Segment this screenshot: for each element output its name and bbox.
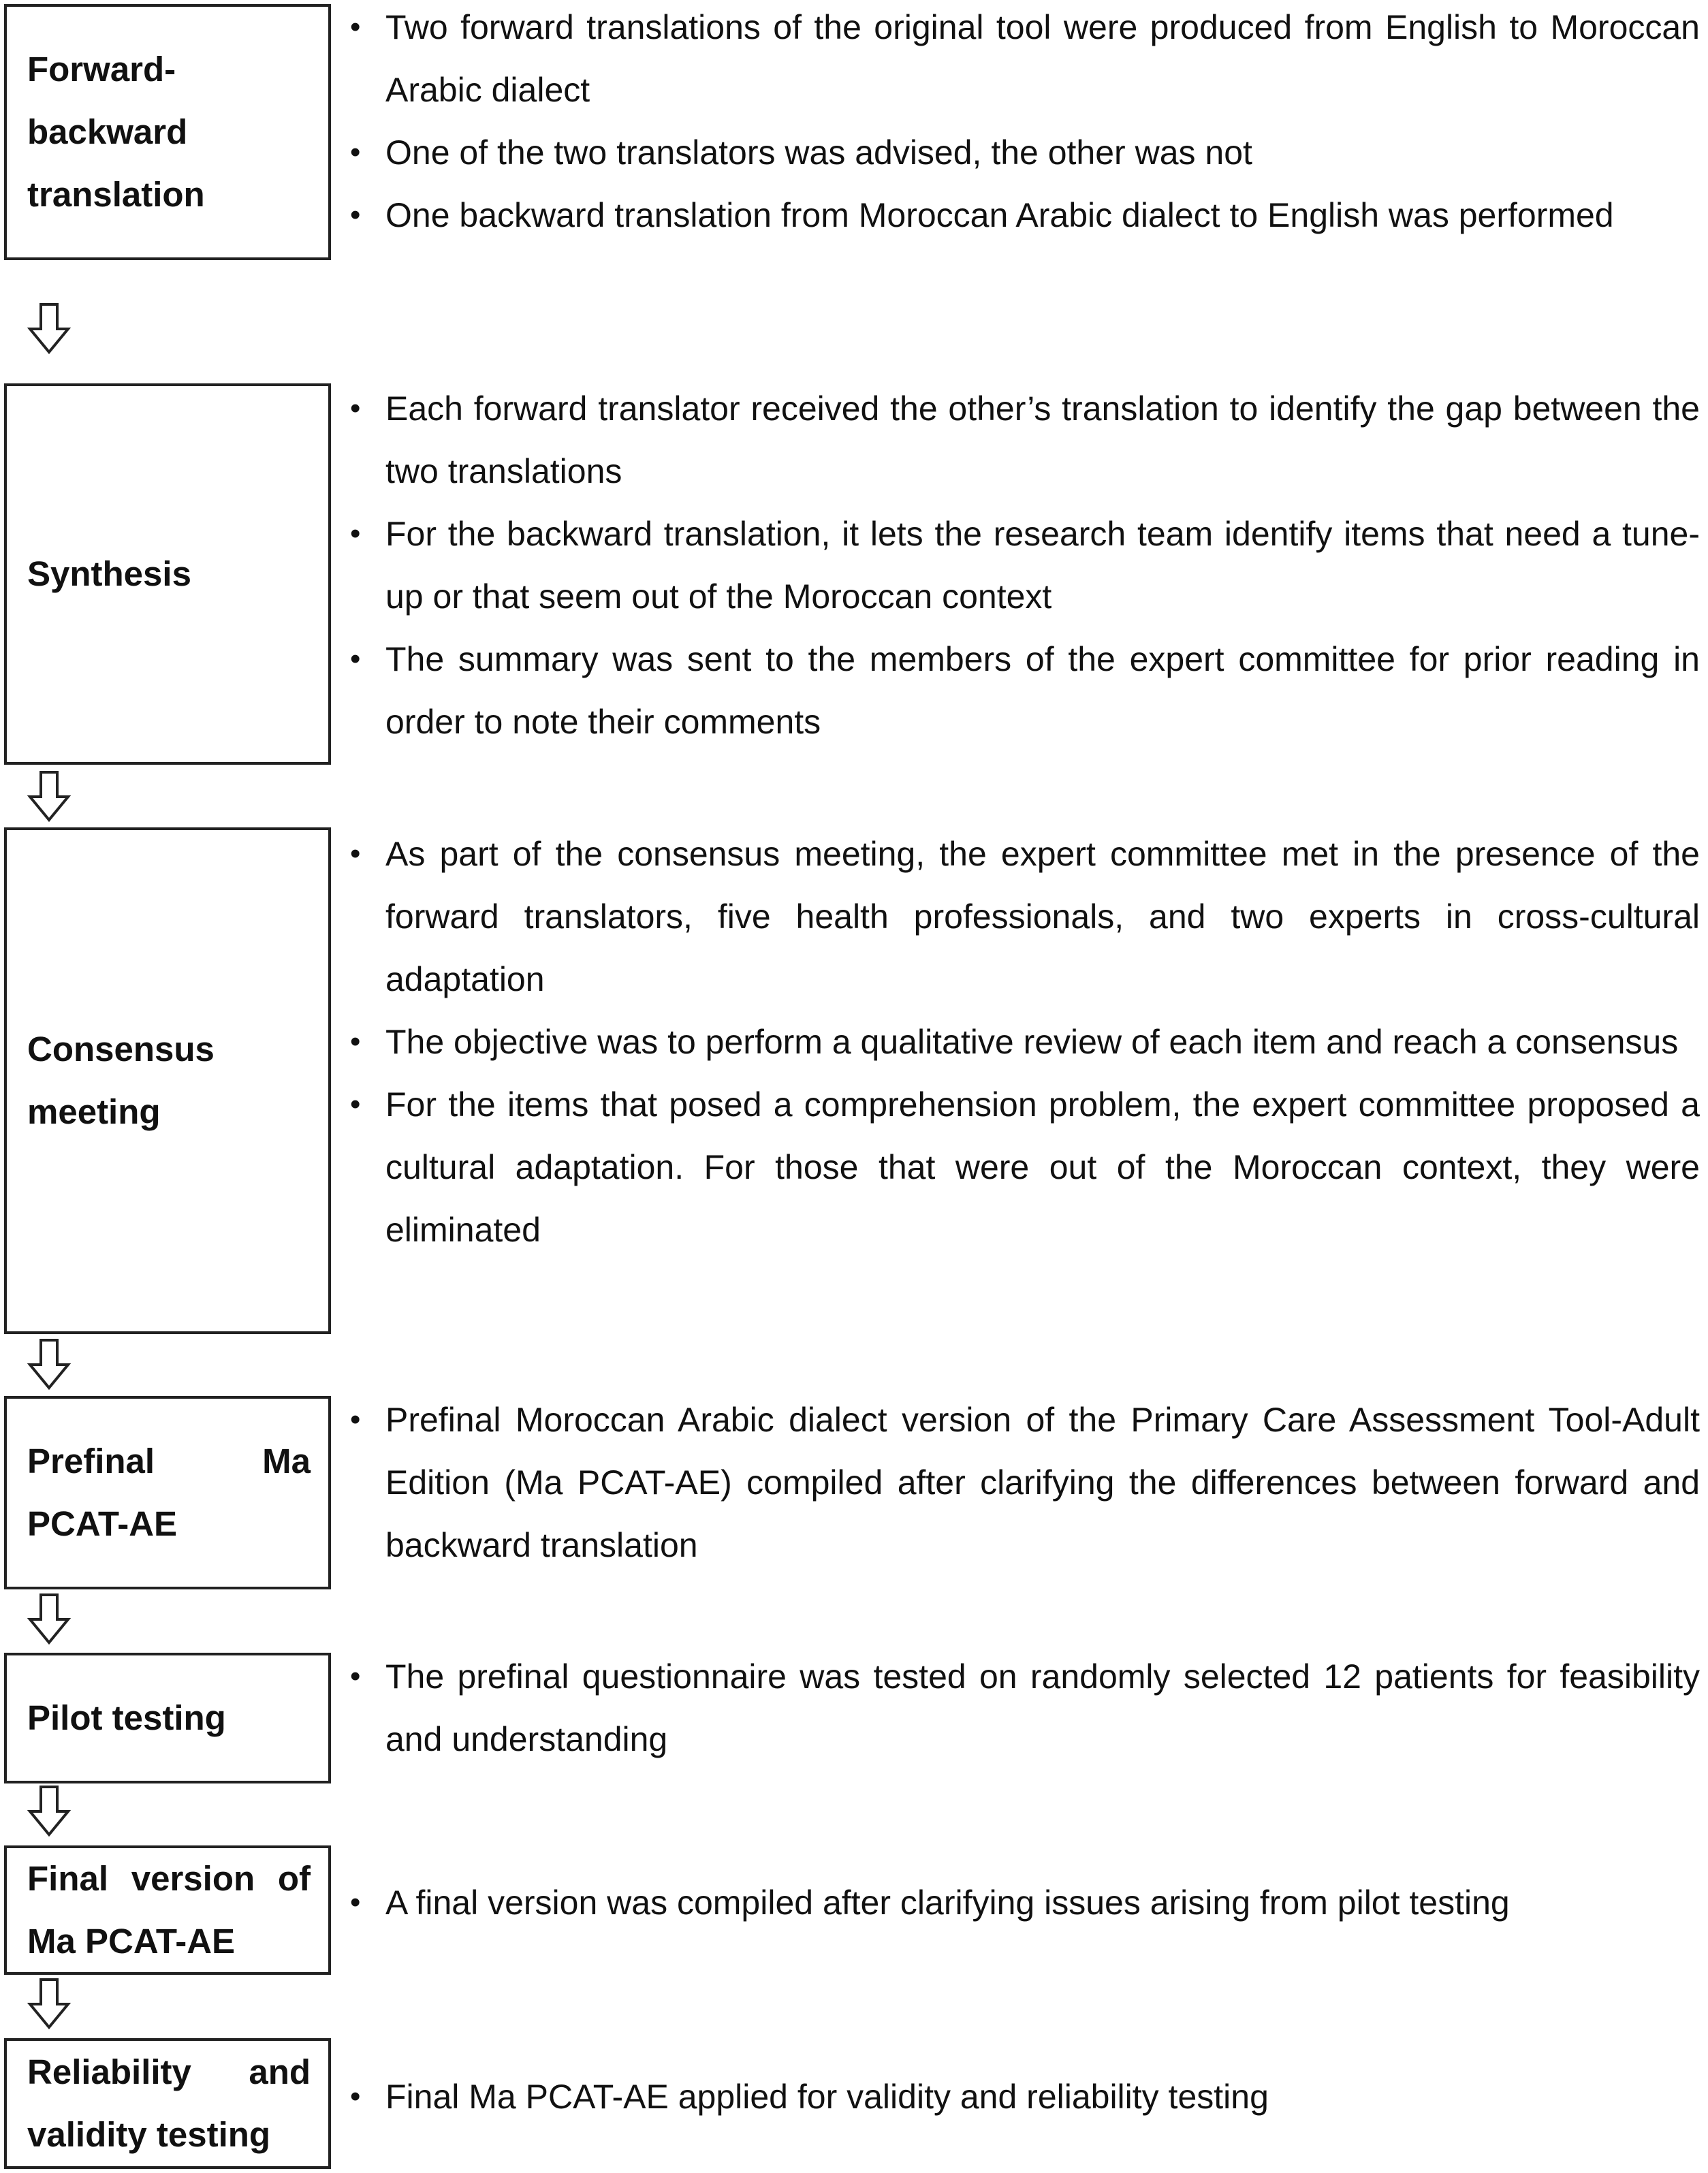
stage-label: Final version of Ma PCAT-AE bbox=[27, 1859, 311, 1961]
bullet-dot: • bbox=[350, 1403, 361, 1436]
bullet-text: For the backward translation, it lets the research team identify items that need a tune-up or that seem out of the Moroccan context bbox=[385, 515, 1700, 616]
stage-box-forward-backward-translation bbox=[4, 4, 331, 260]
stage-bullets-forward-backward-translation bbox=[350, 0, 1700, 247]
bullet-text: A final version was compiled after clarifying issues arising from pilot testing bbox=[385, 1884, 1510, 1922]
bullet-item bbox=[350, 1389, 1700, 1576]
bullet-dot: • bbox=[350, 10, 361, 44]
stage-bullets-consensus-meeting bbox=[350, 823, 1700, 1261]
bullet-text: The prefinal questionnaire was tested on randomly selected 12 patients for feasibility and understanding bbox=[385, 1657, 1700, 1758]
stage-bullets-prefinal-ma-pcat-ae bbox=[350, 1389, 1700, 1576]
bullet-item bbox=[350, 1645, 1700, 1771]
bullet-dot: • bbox=[350, 837, 361, 870]
bullet-item bbox=[350, 0, 1700, 121]
stage-box-prefinal-ma-pcat-ae bbox=[4, 1396, 331, 1589]
bullet-text: One backward translation from Moroccan Arabic dialect to English was performed bbox=[385, 196, 1614, 234]
bullet-item bbox=[350, 1011, 1700, 1073]
bullet-item bbox=[350, 1073, 1700, 1261]
bullet-dot: • bbox=[350, 392, 361, 425]
bullet-item bbox=[350, 184, 1700, 247]
bullet-dot: • bbox=[350, 1088, 361, 1121]
down-arrow-icon bbox=[27, 1786, 71, 1837]
bullet-text: One of the two translators was advised, the other was not bbox=[385, 133, 1252, 172]
stage-box-pilot-testing bbox=[4, 1653, 331, 1783]
bullet-dot: • bbox=[350, 642, 361, 676]
down-arrow-icon bbox=[27, 1978, 71, 2030]
stage-bullets-pilot-testing bbox=[350, 1645, 1700, 1771]
stage-box-consensus-meeting bbox=[4, 827, 331, 1334]
stage-box-reliability-validity-testing bbox=[4, 2038, 331, 2169]
bullet-dot: • bbox=[350, 517, 361, 550]
bullet-text: For the items that posed a comprehension problem, the expert committee proposed a cultural adaptation. For those that were out of the Moroccan context, they were eliminated bbox=[385, 1085, 1700, 1249]
bullet-text: Final Ma PCAT-AE applied for validity and reliability testing bbox=[385, 2078, 1269, 2116]
down-arrow-icon bbox=[27, 1593, 71, 1645]
down-arrow-icon bbox=[27, 303, 71, 355]
stage-label: Prefinal Ma PCAT-AE bbox=[27, 1442, 311, 1543]
bullet-text: Prefinal Moroccan Arabic dialect version of the Primary Care Assessment Tool-Adult Edition (Ma PCAT-AE) compiled after clarifying the differences between forward and backward translation bbox=[385, 1401, 1700, 1564]
stage-label: Consensus meeting bbox=[27, 1030, 215, 1131]
bullet-dot: • bbox=[350, 2080, 361, 2113]
bullet-text: Two forward translations of the original tool were produced from English to Moroccan Arabic dialect bbox=[385, 8, 1700, 109]
bullet-item bbox=[350, 2065, 1700, 2128]
down-arrow-icon bbox=[27, 1339, 71, 1391]
bullet-dot: • bbox=[350, 1886, 361, 1919]
bullet-text: As part of the consensus meeting, the expert committee met in the presence of the forward translators, five health professionals, and two experts in cross-cultural adaptation bbox=[385, 835, 1700, 998]
stage-label: Forward-backward translation bbox=[27, 50, 205, 214]
stage-label: Synthesis bbox=[27, 554, 191, 593]
bullet-item bbox=[350, 628, 1700, 753]
bullet-item bbox=[350, 823, 1700, 1011]
stage-bullets-reliability-validity-testing bbox=[350, 2065, 1700, 2128]
bullet-item bbox=[350, 1871, 1700, 1934]
stage-box-synthesis bbox=[4, 383, 331, 765]
bullet-text: Each forward translator received the other’s translation to identify the gap between the two translations bbox=[385, 390, 1700, 490]
bullet-dot: • bbox=[350, 198, 361, 232]
stage-label: Pilot testing bbox=[27, 1698, 226, 1737]
stage-label: Reliability and validity testing bbox=[27, 2052, 311, 2154]
stage-bullets-final-version bbox=[350, 1871, 1700, 1934]
stage-bullets-synthesis bbox=[350, 377, 1700, 753]
bullet-item bbox=[350, 121, 1700, 184]
bullet-dot: • bbox=[350, 1025, 361, 1058]
down-arrow-icon bbox=[27, 771, 71, 823]
bullet-item bbox=[350, 503, 1700, 628]
bullet-item bbox=[350, 377, 1700, 503]
bullet-text: The summary was sent to the members of the expert committee for prior reading in order to note their comments bbox=[385, 640, 1700, 741]
bullet-text: The objective was to perform a qualitative review of each item and reach a consensus bbox=[385, 1023, 1679, 1061]
stage-box-final-version bbox=[4, 1845, 331, 1975]
bullet-dot: • bbox=[350, 136, 361, 169]
bullet-dot: • bbox=[350, 1660, 361, 1693]
